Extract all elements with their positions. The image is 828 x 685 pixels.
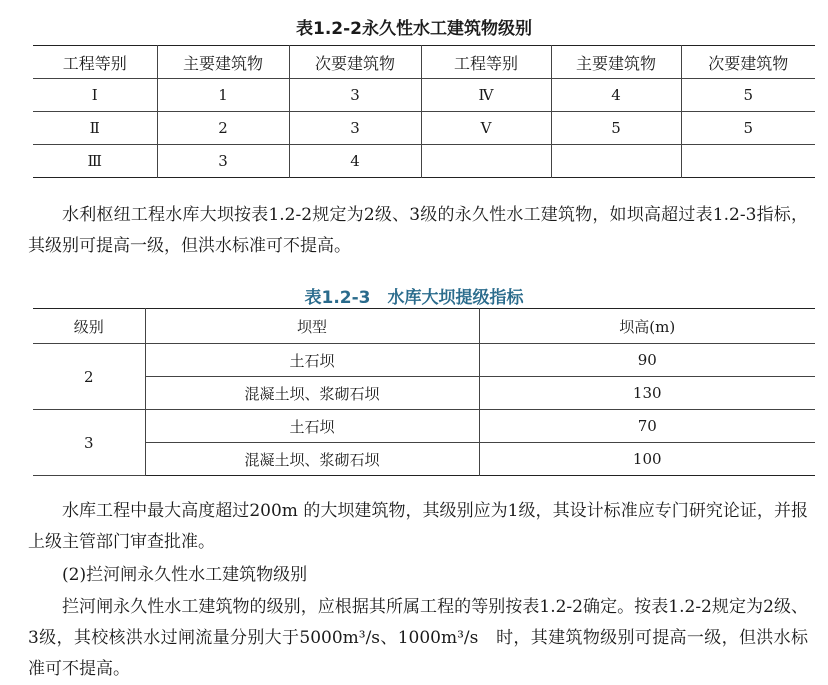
table-row xyxy=(33,410,815,443)
table-cell xyxy=(551,145,681,178)
building-level-table xyxy=(33,45,815,178)
dam-type-cell: 土石坝 xyxy=(145,410,479,443)
section-heading-sluice: (2)拦河闸永久性水工建筑物级别 xyxy=(62,565,308,585)
table-cell: Ⅲ xyxy=(33,145,157,178)
table-row xyxy=(33,443,815,476)
header-cell: 级别 xyxy=(33,309,145,344)
header-cell: 工程等别 xyxy=(421,46,551,79)
table-cell: 5 xyxy=(681,79,815,112)
table-row xyxy=(33,344,815,377)
paragraph-sluice-level: 拦河闸永久性水工建筑物的级别，应根据其所属工程的等别按表1.2-2确定。按表1.2-2规定为2级、3级，其校核洪水过闸流量分别大于5000m³/s、1000m³/s 时，其建筑物级别可提高一级，但洪水标准可不提高。 xyxy=(28,597,808,679)
table-cell: Ⅱ xyxy=(33,112,157,145)
table-row xyxy=(33,79,815,112)
table-cell: Ⅴ xyxy=(421,112,551,145)
header-cell: 次要建筑物 xyxy=(681,46,815,79)
paragraph-max-height: 水库工程中最大高度超过200m 的大坝建筑物，其级别应为1级，其设计标准应专门研究论证，并报上级主管部门审查批准。 xyxy=(28,501,808,552)
table-row xyxy=(33,145,815,178)
table1-caption: 表1.2-2永久性水工建筑物级别 xyxy=(296,19,532,39)
table-row xyxy=(33,377,815,410)
table-cell: 1 xyxy=(157,79,289,112)
table-header-row xyxy=(33,46,815,79)
header-cell: 工程等别 xyxy=(33,46,157,79)
header-cell: 坝型 xyxy=(145,309,479,344)
table-cell xyxy=(421,145,551,178)
header-cell: 次要建筑物 xyxy=(289,46,421,79)
dam-height-cell: 100 xyxy=(479,443,815,476)
table-cell: 2 xyxy=(157,112,289,145)
dam-type-cell: 土石坝 xyxy=(145,344,479,377)
dam-height-cell: 90 xyxy=(479,344,815,377)
level-cell: 2 xyxy=(33,344,145,410)
table-cell: 4 xyxy=(289,145,421,178)
table-row xyxy=(33,112,815,145)
level-cell: 3 xyxy=(33,410,145,476)
header-cell: 主要建筑物 xyxy=(551,46,681,79)
table-cell: 3 xyxy=(289,112,421,145)
table-header-row xyxy=(33,309,815,344)
table-cell: Ⅳ xyxy=(421,79,551,112)
table-cell: 5 xyxy=(681,112,815,145)
dam-upgrade-index-table xyxy=(33,308,815,476)
dam-height-cell: 70 xyxy=(479,410,815,443)
table-cell: 3 xyxy=(157,145,289,178)
dam-height-cell: 130 xyxy=(479,377,815,410)
paragraph-dam-upgrade: 水利枢纽工程水库大坝按表1.2-2规定为2级、3级的永久性水工建筑物，如坝高超过表1.2-3指标，其级别可提高一级，但洪水标准可不提高。 xyxy=(28,205,808,256)
dam-type-cell: 混凝土坝、浆砌石坝 xyxy=(145,377,479,410)
table-cell: Ⅰ xyxy=(33,79,157,112)
dam-type-cell: 混凝土坝、浆砌石坝 xyxy=(145,443,479,476)
header-cell: 坝高(m) xyxy=(479,309,815,344)
table2-caption: 表1.2-3 水库大坝提级指标 xyxy=(304,288,524,308)
table-cell: 5 xyxy=(551,112,681,145)
table-cell: 4 xyxy=(551,79,681,112)
table-cell xyxy=(681,145,815,178)
table-cell: 3 xyxy=(289,79,421,112)
header-cell: 主要建筑物 xyxy=(157,46,289,79)
